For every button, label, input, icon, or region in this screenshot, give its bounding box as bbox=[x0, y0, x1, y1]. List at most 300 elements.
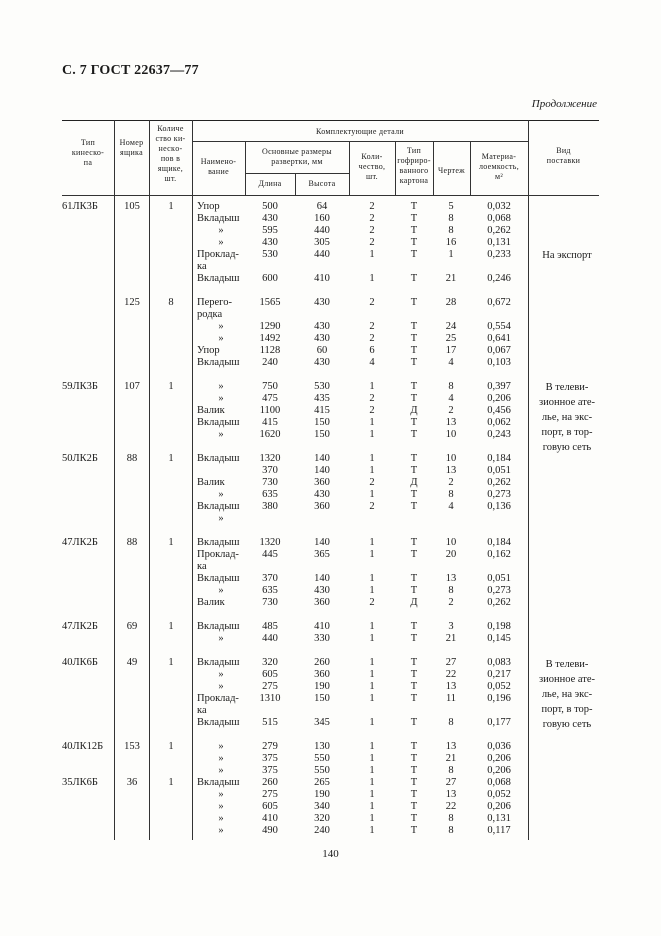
header-model bbox=[62, 138, 114, 168]
cell-cnt: 2 bbox=[369, 225, 375, 236]
header-line: па bbox=[83, 158, 93, 167]
cell-mat: 0,262 bbox=[487, 597, 511, 608]
header-line: Материа- bbox=[481, 152, 517, 161]
cell-qty: 1 bbox=[168, 201, 174, 212]
cell-mat: 0,068 bbox=[487, 777, 511, 788]
header-drawing: Чертеж bbox=[437, 166, 466, 175]
cell-draw: 21 bbox=[445, 633, 457, 644]
cell-hgt: 360 bbox=[314, 501, 330, 512]
cell-draw: 8 bbox=[448, 825, 454, 836]
header-line: Коли- bbox=[361, 152, 383, 161]
cell-cnt: 1 bbox=[369, 633, 375, 644]
cell-hgt: 150 bbox=[314, 417, 330, 428]
cell-name: » bbox=[218, 381, 224, 392]
cell-mat: 0,136 bbox=[487, 501, 511, 512]
cell-box: 107 bbox=[124, 381, 140, 392]
header-line: Тип bbox=[80, 138, 96, 147]
cell-len: 595 bbox=[262, 225, 278, 236]
cell-model: 47ЛК2Б bbox=[62, 621, 98, 632]
cell-type: Т bbox=[410, 633, 418, 644]
cell-len: 1620 bbox=[259, 429, 281, 440]
cell-mat: 0,131 bbox=[487, 237, 511, 248]
cell-type: Т bbox=[410, 489, 418, 500]
cell-len: 445 bbox=[262, 549, 278, 560]
cell-name: Вкладыш bbox=[197, 213, 240, 224]
cell-draw: 13 bbox=[445, 465, 457, 476]
cell-draw: 8 bbox=[448, 225, 454, 236]
cell-mat: 0,103 bbox=[487, 357, 511, 368]
cell-mat: 0,273 bbox=[487, 489, 511, 500]
cell-name: Вкладыш bbox=[197, 777, 240, 788]
cell-qty: 8 bbox=[168, 297, 174, 308]
cell-type: Т bbox=[410, 657, 418, 668]
cell-len: 430 bbox=[262, 213, 278, 224]
table-top-rule bbox=[62, 120, 599, 121]
delivery-line: На экспорт bbox=[542, 250, 592, 261]
cell-mat: 0,672 bbox=[487, 297, 511, 308]
header-line: ство ки- bbox=[155, 134, 186, 143]
cell-cnt: 1 bbox=[369, 813, 375, 824]
cell-len: 410 bbox=[262, 813, 278, 824]
header-components: Комплектующие детали bbox=[316, 127, 404, 136]
cell-draw: 22 bbox=[445, 669, 457, 680]
cell-hgt: 430 bbox=[314, 357, 330, 368]
cell-cnt: 2 bbox=[369, 213, 375, 224]
header-line: лоемкость, bbox=[478, 162, 520, 171]
cell-cnt: 1 bbox=[369, 573, 375, 584]
cell-hgt: 150 bbox=[314, 693, 330, 704]
cell-hgt: 440 bbox=[314, 249, 330, 260]
cell-len: 1320 bbox=[259, 453, 281, 464]
cell-hgt: 60 bbox=[316, 345, 328, 356]
cell-mat: 0,243 bbox=[487, 429, 511, 440]
cell-cnt: 2 bbox=[369, 321, 375, 332]
delivery-note bbox=[532, 248, 602, 263]
cell-mat: 0,217 bbox=[487, 669, 511, 680]
cell-cnt: 1 bbox=[369, 453, 375, 464]
cell-len: 635 bbox=[262, 585, 278, 596]
cell-name: Вкладыш bbox=[197, 717, 240, 728]
cell-cnt: 1 bbox=[369, 717, 375, 728]
cell-len: 1128 bbox=[259, 345, 281, 356]
cell-box: 49 bbox=[126, 657, 138, 668]
page-number: 140 bbox=[322, 848, 339, 860]
vline-1 bbox=[114, 120, 115, 840]
cell-draw: 28 bbox=[445, 297, 457, 308]
cell-type: Д bbox=[410, 405, 418, 416]
header-line: Вид bbox=[556, 146, 571, 155]
cell-name: » bbox=[218, 585, 224, 596]
cell-draw: 8 bbox=[448, 381, 454, 392]
cell-len: 1492 bbox=[259, 333, 281, 344]
cell-name: » bbox=[218, 429, 224, 440]
cell-draw: 11 bbox=[445, 693, 457, 704]
cell-draw: 4 bbox=[448, 501, 454, 512]
cell-cnt: 1 bbox=[369, 273, 375, 284]
cell-type: Т bbox=[410, 225, 418, 236]
cell-cnt: 1 bbox=[369, 681, 375, 692]
cell-len: 635 bbox=[262, 489, 278, 500]
cell-cnt: 1 bbox=[369, 465, 375, 476]
delivery-note bbox=[532, 380, 602, 455]
cell-name: Валик bbox=[197, 477, 225, 488]
cell-type: Т bbox=[410, 717, 418, 728]
cell-mat: 0,397 bbox=[487, 381, 511, 392]
cell-name: ка bbox=[197, 705, 207, 716]
cell-draw: 4 bbox=[448, 357, 454, 368]
cell-cnt: 2 bbox=[369, 297, 375, 308]
cell-len: 730 bbox=[262, 477, 278, 488]
cell-name: » bbox=[218, 633, 224, 644]
header-line: шт. bbox=[366, 172, 378, 181]
cell-draw: 10 bbox=[445, 429, 457, 440]
cell-name: Вкладыш bbox=[197, 453, 240, 464]
cell-len: 600 bbox=[262, 273, 278, 284]
cell-name: Вкладыш bbox=[197, 657, 240, 668]
cell-cnt: 1 bbox=[369, 657, 375, 668]
header-line: гофриро- bbox=[397, 156, 431, 165]
cell-mat: 0,206 bbox=[487, 393, 511, 404]
cell-name: Перего- bbox=[197, 297, 232, 308]
cell-type: Т bbox=[410, 693, 418, 704]
cell-mat: 0,036 bbox=[487, 741, 511, 752]
cell-name: Проклад- bbox=[197, 249, 239, 260]
cell-type: Т bbox=[410, 741, 418, 752]
cell-name: » bbox=[218, 321, 224, 332]
cell-type: Т bbox=[410, 549, 418, 560]
cell-name: ка bbox=[197, 261, 207, 272]
header-count bbox=[349, 152, 395, 182]
cell-len: 370 bbox=[262, 465, 278, 476]
cell-type: Т bbox=[410, 201, 418, 212]
cell-type: Т bbox=[410, 801, 418, 812]
cell-mat: 0,062 bbox=[487, 417, 511, 428]
cell-type: Т bbox=[410, 585, 418, 596]
cell-draw: 4 bbox=[448, 393, 454, 404]
cell-mat: 0,262 bbox=[487, 477, 511, 488]
hline-dims bbox=[245, 173, 349, 174]
cell-name: » bbox=[218, 237, 224, 248]
cell-mat: 0,641 bbox=[487, 333, 511, 344]
cell-cnt: 1 bbox=[369, 693, 375, 704]
header-line: вание bbox=[208, 167, 229, 176]
cell-hgt: 140 bbox=[314, 573, 330, 584]
cell-name: » bbox=[218, 333, 224, 344]
hline-header-bottom bbox=[62, 195, 599, 196]
cell-cnt: 1 bbox=[369, 777, 375, 788]
cell-box: 69 bbox=[126, 621, 138, 632]
cell-hgt: 530 bbox=[314, 381, 330, 392]
cell-qty: 1 bbox=[168, 537, 174, 548]
cell-mat: 0,246 bbox=[487, 273, 511, 284]
cell-cnt: 1 bbox=[369, 249, 375, 260]
cell-len: 240 bbox=[262, 357, 278, 368]
cell-qty: 1 bbox=[168, 621, 174, 632]
cell-mat: 0,051 bbox=[487, 465, 511, 476]
cell-model: 35ЛК6Б bbox=[62, 777, 98, 788]
cell-len: 320 bbox=[262, 657, 278, 668]
cell-len: 515 bbox=[262, 717, 278, 728]
header-line: ящика bbox=[120, 148, 143, 157]
delivery-line: порт, в тор- bbox=[541, 704, 593, 715]
delivery-line: В телеви- bbox=[545, 659, 589, 670]
cell-type: Д bbox=[410, 477, 418, 488]
cell-cnt: 1 bbox=[369, 621, 375, 632]
cell-cnt: 2 bbox=[369, 477, 375, 488]
cell-draw: 1 bbox=[448, 249, 454, 260]
cell-type: Т bbox=[410, 825, 418, 836]
header-line: ящике, bbox=[157, 164, 184, 173]
cell-box: 153 bbox=[124, 741, 140, 752]
cell-cnt: 2 bbox=[369, 333, 375, 344]
delivery-line: зионное ате- bbox=[538, 674, 596, 685]
cell-mat: 0,184 bbox=[487, 453, 511, 464]
header-line: шт. bbox=[164, 174, 177, 183]
cell-hgt: 415 bbox=[314, 405, 330, 416]
cell-mat: 0,206 bbox=[487, 765, 511, 776]
cell-hgt: 430 bbox=[314, 489, 330, 500]
cell-box: 88 bbox=[126, 537, 138, 548]
cell-draw: 10 bbox=[445, 537, 457, 548]
cell-type: Т bbox=[410, 681, 418, 692]
cell-hgt: 330 bbox=[314, 633, 330, 644]
cell-name: Вкладыш bbox=[197, 537, 240, 548]
vline-3 bbox=[192, 120, 193, 840]
cell-hgt: 190 bbox=[314, 789, 330, 800]
cell-name: Вкладыш bbox=[197, 357, 240, 368]
cell-len: 605 bbox=[262, 669, 278, 680]
cell-cnt: 1 bbox=[369, 669, 375, 680]
cell-type: Т bbox=[410, 501, 418, 512]
continuation-label: Продолжение bbox=[531, 98, 597, 110]
cell-draw: 2 bbox=[448, 405, 454, 416]
cell-draw: 8 bbox=[448, 765, 454, 776]
header-length: Длина bbox=[258, 179, 282, 188]
cell-type: Т bbox=[410, 573, 418, 584]
delivery-line: лье, на экс- bbox=[541, 412, 593, 423]
cell-len: 485 bbox=[262, 621, 278, 632]
cell-hgt: 550 bbox=[314, 753, 330, 764]
cell-name: » bbox=[218, 825, 224, 836]
cell-hgt: 360 bbox=[314, 669, 330, 680]
cell-name: » bbox=[218, 225, 224, 236]
cell-draw: 21 bbox=[445, 753, 457, 764]
cell-mat: 0,162 bbox=[487, 549, 511, 560]
cell-hgt: 345 bbox=[314, 717, 330, 728]
delivery-line: В телеви- bbox=[545, 382, 589, 393]
header-line: нескo- bbox=[158, 144, 183, 153]
cell-box: 105 bbox=[124, 201, 140, 212]
cell-name: » bbox=[218, 681, 224, 692]
cell-model: 59ЛК3Б bbox=[62, 381, 98, 392]
header-qty bbox=[149, 124, 192, 184]
cell-draw: 10 bbox=[445, 453, 457, 464]
cell-mat: 0,083 bbox=[487, 657, 511, 668]
cell-draw: 13 bbox=[445, 789, 457, 800]
cell-name: Вкладыш bbox=[197, 417, 240, 428]
header-line: развертки, мм bbox=[271, 157, 323, 166]
header-line: м² bbox=[494, 172, 504, 181]
cell-cnt: 1 bbox=[369, 417, 375, 428]
cell-mat: 0,051 bbox=[487, 573, 511, 584]
cell-mat: 0,233 bbox=[487, 249, 511, 260]
cell-name: » bbox=[218, 813, 224, 824]
cell-mat: 0,196 bbox=[487, 693, 511, 704]
cell-hgt: 64 bbox=[316, 201, 328, 212]
cell-type: Т bbox=[410, 321, 418, 332]
header-line: Количе bbox=[157, 124, 184, 133]
cell-name: Вкладыш bbox=[197, 621, 240, 632]
cell-mat: 0,273 bbox=[487, 585, 511, 596]
cell-hgt: 430 bbox=[314, 585, 330, 596]
delivery-line: говую сеть bbox=[542, 719, 592, 730]
cell-mat: 0,145 bbox=[487, 633, 511, 644]
cell-hgt: 410 bbox=[314, 621, 330, 632]
header-name bbox=[192, 157, 245, 177]
cell-len: 1100 bbox=[259, 405, 281, 416]
cell-len: 1310 bbox=[259, 693, 281, 704]
cell-len: 1320 bbox=[259, 537, 281, 548]
cell-cnt: 1 bbox=[369, 765, 375, 776]
cell-cnt: 1 bbox=[369, 549, 375, 560]
cell-type: Д bbox=[410, 597, 418, 608]
cell-len: 260 bbox=[262, 777, 278, 788]
header-line: Основные размеры bbox=[262, 147, 332, 156]
cell-type: Т bbox=[410, 765, 418, 776]
cell-mat: 0,184 bbox=[487, 537, 511, 548]
cell-mat: 0,068 bbox=[487, 213, 511, 224]
cell-draw: 27 bbox=[445, 777, 457, 788]
cell-model: 61ЛК3Б bbox=[62, 201, 98, 212]
cell-model: 47ЛК2Б bbox=[62, 537, 98, 548]
header-line: чество, bbox=[358, 162, 386, 171]
cell-model: 50ЛК2Б bbox=[62, 453, 98, 464]
cell-len: 500 bbox=[262, 201, 278, 212]
cell-box: 125 bbox=[124, 297, 140, 308]
cell-hgt: 360 bbox=[314, 477, 330, 488]
cell-draw: 21 bbox=[445, 273, 457, 284]
cell-type: Т bbox=[410, 213, 418, 224]
cell-draw: 2 bbox=[448, 597, 454, 608]
cell-draw: 13 bbox=[445, 681, 457, 692]
cell-draw: 13 bbox=[445, 573, 457, 584]
cell-hgt: 320 bbox=[314, 813, 330, 824]
cell-name: » bbox=[218, 753, 224, 764]
cell-draw: 2 bbox=[448, 477, 454, 488]
cell-len: 490 bbox=[262, 825, 278, 836]
cell-len: 279 bbox=[262, 741, 278, 752]
cell-box: 36 bbox=[126, 777, 138, 788]
cell-cnt: 2 bbox=[369, 237, 375, 248]
cell-name: Проклад- bbox=[197, 693, 239, 704]
cell-mat: 0,052 bbox=[487, 789, 511, 800]
cell-name: Вкладыш bbox=[197, 273, 240, 284]
cell-hgt: 430 bbox=[314, 321, 330, 332]
header-line: Наимено- bbox=[200, 157, 237, 166]
vline-10 bbox=[528, 120, 529, 840]
header-box bbox=[114, 138, 149, 158]
cell-mat: 0,117 bbox=[487, 825, 511, 836]
cell-len: 1290 bbox=[259, 321, 281, 332]
header-line: Номер bbox=[119, 138, 144, 147]
cell-name: ка bbox=[197, 561, 207, 572]
cell-draw: 5 bbox=[448, 201, 454, 212]
header-line: ванного bbox=[399, 166, 429, 175]
cell-model: 40ЛК6Б bbox=[62, 657, 98, 668]
cell-name: родка bbox=[197, 309, 223, 320]
cell-cnt: 1 bbox=[369, 741, 375, 752]
cell-len: 275 bbox=[262, 681, 278, 692]
cell-len: 440 bbox=[262, 633, 278, 644]
cell-type: Т bbox=[410, 333, 418, 344]
cell-cnt: 1 bbox=[369, 429, 375, 440]
cell-cnt: 2 bbox=[369, 405, 375, 416]
cell-draw: 22 bbox=[445, 801, 457, 812]
cell-type: Т bbox=[410, 393, 418, 404]
cell-type: Т bbox=[410, 345, 418, 356]
cell-type: Т bbox=[410, 381, 418, 392]
cell-hgt: 365 bbox=[314, 549, 330, 560]
cell-name: » bbox=[218, 789, 224, 800]
cell-len: 730 bbox=[262, 597, 278, 608]
header-delivery bbox=[528, 146, 599, 166]
cell-hgt: 305 bbox=[314, 237, 330, 248]
cell-cnt: 1 bbox=[369, 381, 375, 392]
cell-cnt: 4 bbox=[369, 357, 375, 368]
cell-name: Валик bbox=[197, 597, 225, 608]
cell-type: Т bbox=[410, 249, 418, 260]
cell-draw: 25 bbox=[445, 333, 457, 344]
cell-mat: 0,554 bbox=[487, 321, 511, 332]
delivery-line: зионное ате- bbox=[538, 397, 596, 408]
delivery-note bbox=[532, 657, 602, 732]
cell-draw: 16 bbox=[445, 237, 457, 248]
header-line: пов в bbox=[160, 154, 181, 163]
cell-hgt: 150 bbox=[314, 429, 330, 440]
cell-draw: 13 bbox=[445, 741, 457, 752]
cell-name: Валик bbox=[197, 405, 225, 416]
cell-type: Т bbox=[410, 777, 418, 788]
cell-hgt: 140 bbox=[314, 537, 330, 548]
cell-mat: 0,198 bbox=[487, 621, 511, 632]
cell-hgt: 435 bbox=[314, 393, 330, 404]
cell-draw: 24 bbox=[445, 321, 457, 332]
cell-type: Т bbox=[410, 753, 418, 764]
cell-mat: 0,206 bbox=[487, 753, 511, 764]
cell-mat: 0,262 bbox=[487, 225, 511, 236]
cell-mat: 0,456 bbox=[487, 405, 511, 416]
cell-hgt: 160 bbox=[314, 213, 330, 224]
cell-hgt: 140 bbox=[314, 465, 330, 476]
cell-hgt: 190 bbox=[314, 681, 330, 692]
cell-draw: 13 bbox=[445, 417, 457, 428]
header-line: кинеско- bbox=[71, 148, 105, 157]
header-height: Высота bbox=[308, 179, 336, 188]
cell-len: 530 bbox=[262, 249, 278, 260]
cell-qty: 1 bbox=[168, 657, 174, 668]
cell-qty: 1 bbox=[168, 453, 174, 464]
cell-hgt: 430 bbox=[314, 333, 330, 344]
cell-type: Т bbox=[410, 273, 418, 284]
cell-len: 430 bbox=[262, 237, 278, 248]
cell-mat: 0,067 bbox=[487, 345, 511, 356]
cell-len: 275 bbox=[262, 789, 278, 800]
cell-draw: 17 bbox=[445, 345, 457, 356]
cell-name: » bbox=[218, 801, 224, 812]
cell-cnt: 1 bbox=[369, 537, 375, 548]
cell-hgt: 430 bbox=[314, 297, 330, 308]
cell-draw: 8 bbox=[448, 717, 454, 728]
